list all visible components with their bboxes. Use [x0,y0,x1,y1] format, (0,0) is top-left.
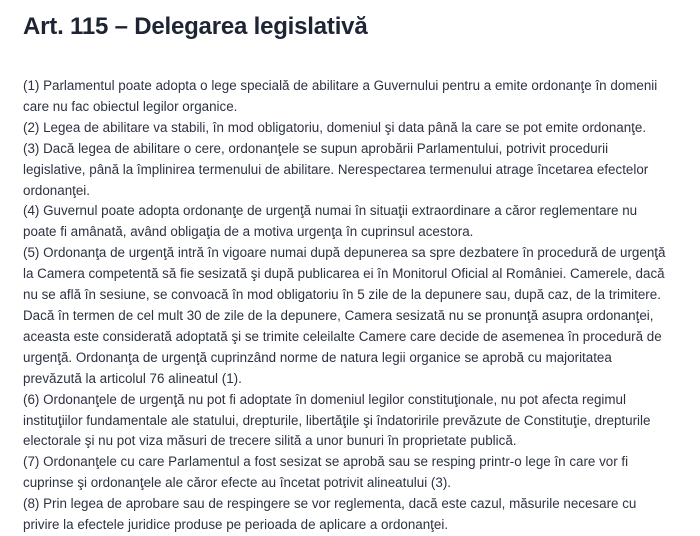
paragraph-4: (4) Guvernul poate adopta ordonanţe de urgenţă numai în situaţii extraordinare a căror reglementare nu poate fi amânată, având obligaţia de a motiva urgenţa în cuprinsul acestora. [23,203,638,240]
article [23,10,671,536]
paragraph-2: (2) Legea de abilitare va stabili, în mod obligatoriu, domeniul şi data până la care se pot emite ordonanţe. [23,119,647,135]
paragraph-7: (7) Ordonanţele cu care Parlamentul a fost sesizat se aprobă sau se resping printr-o lege în care vor fi cuprinse şi ordonanţele ale căror efecte au încetat potrivit alineatului (3). [23,454,629,491]
paragraph-6: (6) Ordonanţele de urgenţă nu pot fi adoptate în domeniul legilor constituţionale, nu pot afecta regimul instituţiilor fundamentale ale statului, drepturile, libertăţile şi îndatoririle prevăzute de Constituţie, drepturile electorale şi nu pot viza măsuri de trecere silită a unor bunuri în proprietate publică. [23,391,651,449]
paragraph-3: (3) Dacă legea de abilitare o cere, ordonanţele se supun aprobării Parlamentului, potrivit procedurii legislative, până la împlinirea termenului de abilitare. Nerespectarea termenului atrage încetarea efectelor ordonanţei. [23,140,649,198]
article-title: Art. 115 – Delegarea legislativă [23,13,368,40]
paragraph-8: (8) Prin legea de aprobare sau de respingere se vor reglementa, dacă este cazul, măsurile necesare cu privire la efectele juridice produse pe perioada de aplicare a ordonanţei. [23,496,637,533]
paragraph-5: (5) Ordonanţa de urgenţă intră în vigoare numai după depunerea sa spre dezbatere în procedură de urgenţă la Camera competentă să fie sesizată şi după publicarea ei în Monitorul Oficial al României. Camerele, dacă nu se află în sesiune, se convoacă în mod obligatoriu în 5 zile de la depunere sau, după caz, de la trimitere. Dacă în termen de cel mult 30 de zile de la depunere, Camera sesizată nu se pronunţă asupra ordonanţei, aceasta este considerată adoptată şi se trimite celeilalte Camere care decide de asemenea în procedură de urgenţă. Ordonanţa de urgenţă cuprinzând norme de natura legii organice se aprobă cu majoritatea prevăzută la articolul 76 alineatul (1). [23,245,666,386]
paragraph-1: (1) Parlamentul poate adopta o lege specială de abilitare a Guvernului pentru a emite ordonanţe în domenii care nu fac obiectul legilor organice. [23,78,658,114]
article-body [23,76,671,536]
